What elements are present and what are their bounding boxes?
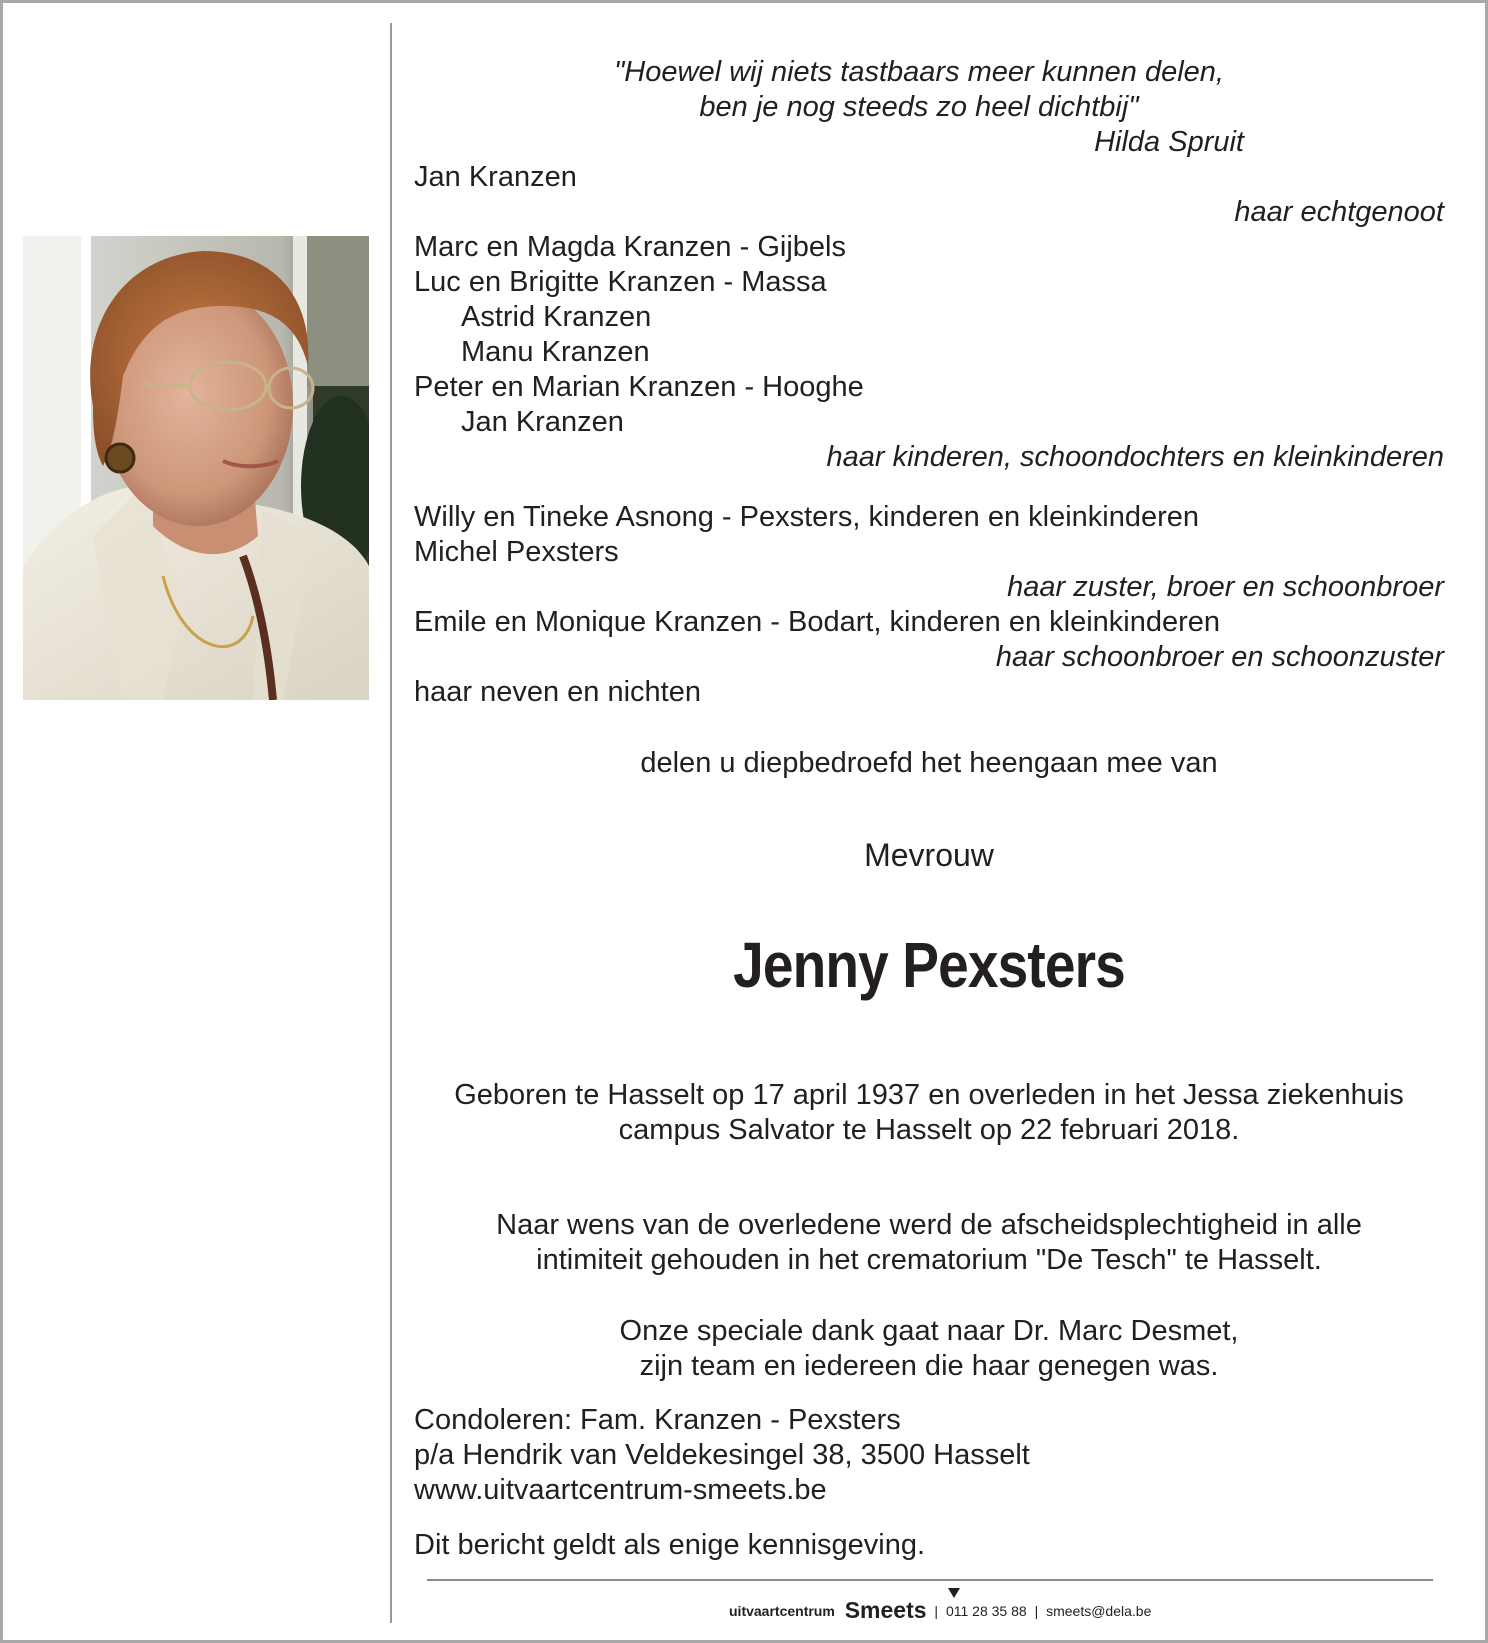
condolences-website[interactable]: www.uitvaartcentrum-smeets.be [414,1474,827,1506]
footer-phone: 011 28 35 88 [945,1603,1027,1619]
family-line: Willy en Tineke Asnong - Pexsters, kinderen en kleinkinderen [414,501,1200,533]
family-line: Jan Kranzen [414,161,577,193]
footer-separator: | [1034,1603,1039,1619]
notice-text: Dit bericht geldt als enige kennisgeving. [414,1529,926,1561]
relation-line: haar echtgenoot [1234,196,1444,228]
salutation: Mevrouw [864,837,994,873]
relation-line: haar zuster, broer en schoonbroer [1007,571,1444,603]
thanks-line-2: zijn team en iedereen die haar genegen was. [639,1350,1219,1382]
birth-death-line-1: Geboren te Hasselt op 17 april 1937 en overleden in het Jessa ziekenhuis [454,1079,1404,1111]
condolences-address: p/a Hendrik van Veldekesingel 38, 3500 Hasselt [414,1439,1030,1471]
footer-brand-name: Smeets [844,1597,927,1623]
family-line: Marc en Magda Kranzen - Gijbels [414,231,846,263]
family-line: Luc en Brigitte Kranzen - Massa [414,266,827,298]
family-line: Emile en Monique Kranzen - Bodart, kinderen en kleinkinderen [414,606,1221,638]
vertical-divider [390,23,392,1623]
footer-divider [427,1579,1433,1581]
quote-line-1: "Hoewel wij niets tastbaars meer kunnen delen, [614,56,1224,88]
deceased-name: Jenny Pexsters [733,929,1125,1001]
footer-brand [729,1596,1151,1624]
family-line: Jan Kranzen [461,406,624,438]
ceremony-line-2: intimiteit gehouden in het crematorium "De Tesch" te Hasselt. [536,1244,1322,1276]
footer-separator: | [934,1603,939,1619]
quote-author: Hilda Spruit [1094,126,1244,158]
family-line: Peter en Marian Kranzen - Hooghe [414,371,864,403]
relation-line: haar schoonbroer en schoonzuster [995,641,1444,673]
family-line: Michel Pexsters [414,536,619,568]
quote-line-2: ben je nog steeds zo heel dichtbij" [699,91,1139,123]
family-line: Manu Kranzen [461,336,650,368]
logo-triangle-icon [948,1588,960,1598]
footer-email[interactable]: smeets@dela.be [1046,1603,1152,1619]
footer-logo [845,1597,927,1623]
family-line: Astrid Kranzen [461,301,652,333]
ceremony-line-1: Naar wens van de overledene werd de afscheidsplechtigheid in alle [496,1209,1362,1241]
relation-line: haar kinderen, schoondochters en kleinkinderen [826,441,1444,473]
condolences-line-1: Condoleren: Fam. Kranzen - Pexsters [414,1404,901,1436]
thanks-line-1: Onze speciale dank gaat naar Dr. Marc Desmet, [619,1315,1239,1347]
announcement: delen u diepbedroefd het heengaan mee van [640,747,1218,779]
portrait-photo [23,236,369,700]
family-line: haar neven en nichten [414,676,701,708]
footer-prefix: uitvaartcentrum [729,1603,835,1619]
birth-death-line-2: campus Salvator te Hasselt op 22 februari 2018. [618,1114,1240,1146]
